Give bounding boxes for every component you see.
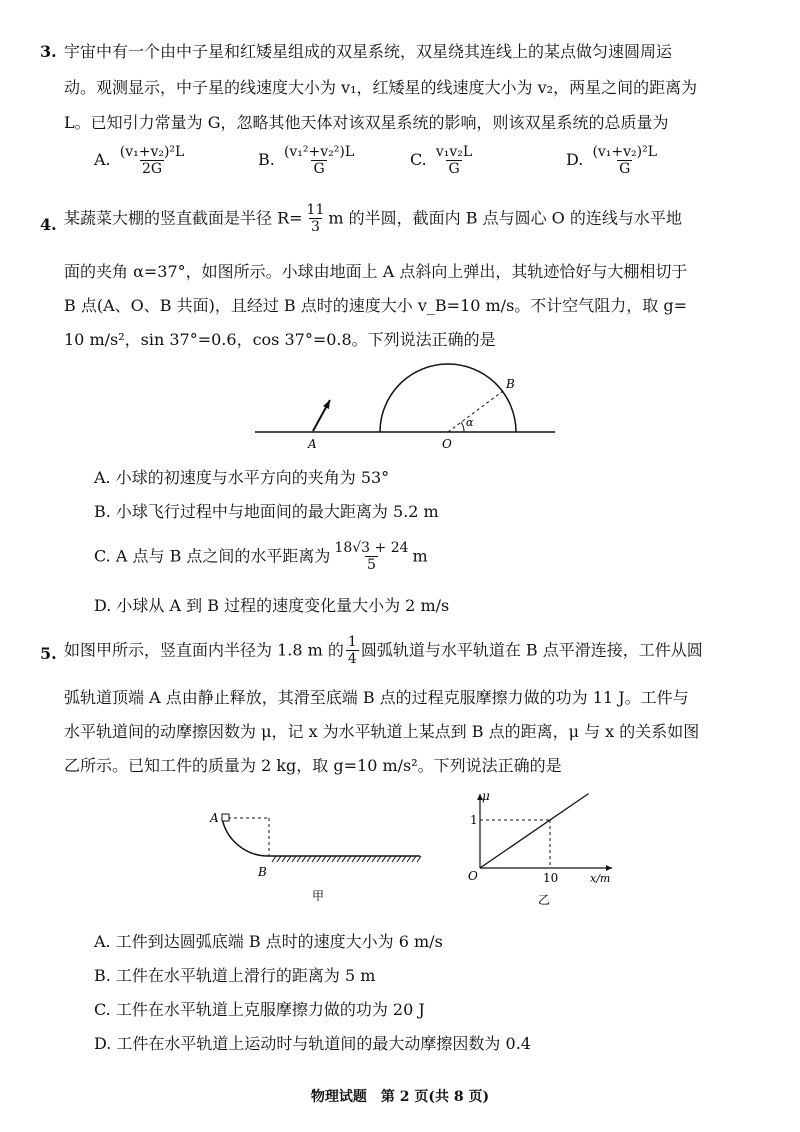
q3-option-d [566,144,661,177]
hatch-mark [337,856,341,862]
q4-radius-den: 3 [311,219,320,235]
hatch-mark [297,856,301,862]
hatch-mark [312,856,316,862]
q3-number: 3. [40,42,57,61]
q5-number: 5. [40,644,57,663]
hatch-mark [417,856,421,862]
q3-option-a-den: 2G [141,161,163,177]
yi-origin-label: O [468,869,478,883]
arrow-head-icon [323,400,330,409]
q3-option-b-label: B. [258,150,275,169]
q5-line-3: 水平轨道间的动摩擦因数为 μ，记 x 为水平轨道上某点到 B 点的距离，μ 与 x 的关系如图 [64,722,700,741]
q5-line-1-b: 圆弧轨道与水平轨道在 B 点平滑连接，工件从圆 [360,640,703,660]
jia-caption: 甲 [312,889,325,903]
x-axis-arrow-icon [606,865,612,871]
q3-option-b-den: G [313,161,325,177]
label-a: A [308,437,317,450]
q5-option-a: A. 工件到达圆弧底端 B 点时的速度大小为 6 m/s [94,932,443,951]
hatch-mark [322,856,326,862]
hatch-mark [287,856,291,862]
q4-option-a: A. 小球的初速度与水平方向的夹角为 53° [94,468,390,487]
q3-option-d-den: G [619,161,631,177]
q4-radius-num: 11 [306,202,325,218]
hatch-mark [377,856,381,862]
q5-figure-yi [462,788,622,910]
q3-option-a [94,144,188,177]
workpiece-block [222,814,229,821]
hatch-mark [402,856,406,862]
ground-hatching [272,856,421,862]
hatch-mark [327,856,331,862]
hatch-mark [342,856,346,862]
q4-number: 4. [40,215,57,234]
hatch-mark [412,856,416,862]
q3-line-2: 动。观测显示，中子星的线速度大小为 v₁，红矮星的线速度大小为 v₂，两星之间的距离为 [64,78,698,97]
q3-option-c-label: C. [410,150,427,169]
hatch-mark [372,856,376,862]
hatch-mark [382,856,386,862]
q3-line-1: 宇宙中有一个由中子星和红矮星组成的双星系统，双星绕其连线上的某点做匀速圆周运 [64,42,673,61]
q5-option-c: C. 工件在水平轨道上克服摩擦力做的功为 20 J [94,1000,425,1019]
q4-option-c-b: m [412,546,428,566]
hatch-mark [397,856,401,862]
q4-line-2: 面的夹角 α=37°，如图所示。小球由地面上 A 点斜向上弹出，其轨迹恰好与大棚相切于 [64,262,688,281]
q3-line-3: L。已知引力常量为 G，忽略其他天体对该双星系统的影响，则该双星系统的总质量为 [64,113,669,132]
q3-option-b [258,144,358,177]
q4-option-c-a: C. A 点与 B 点之间的水平距离为 [94,546,331,566]
hatch-mark [387,856,391,862]
jia-label-b: B [258,865,267,879]
q3-option-c-num: v₁v₂L [435,144,473,160]
q4-option-b: B. 小球飞行过程中与地面间的最大距离为 5.2 m [94,502,439,521]
greenhouse-arc [380,364,516,432]
hatch-mark [302,856,306,862]
hatch-mark [282,856,286,862]
q5-line-1 [64,634,703,667]
yi-x-tick-label: 10 [543,871,559,885]
hatch-mark [332,856,336,862]
q4-option-c-num: 18√3 + 24 [334,540,409,556]
q3-option-c-den: G [448,161,460,177]
q5-frac-num: 1 [347,634,357,650]
label-o: O [442,437,452,450]
q5-option-d: D. 工件在水平轨道上运动时与轨道间的最大动摩擦因数为 0.4 [94,1034,531,1053]
hatch-mark [352,856,356,862]
q4-option-c [94,540,428,573]
q5-frac-den: 4 [347,651,357,667]
q3-option-d-label: D. [566,150,584,169]
radius-ob-line [448,391,503,432]
q5-option-b: B. 工件在水平轨道上滑行的距离为 5 m [94,966,376,985]
q5-line-4: 乙所示。已知工件的质量为 2 kg，取 g=10 m/s²。下列说法正确的是 [64,756,562,775]
q4-figure [250,360,560,450]
q4-option-c-den: 5 [367,557,376,573]
q5-line-1-a: 如图甲所示，竖直面内半径为 1.8 m 的 [64,640,344,660]
hatch-mark [307,856,311,862]
q4-line-4: 10 m/s²，sin 37°=0.6，cos 37°=0.8。下列说法正确的是 [64,330,496,349]
q3-option-a-num: (v₁+v₂)²L [119,144,185,160]
q3-option-b-num: (v₁²+v₂²)L [283,144,355,160]
label-alpha: α [466,416,474,429]
yi-y-tick-label: 1 [470,813,478,827]
q3-option-d-num: (v₁+v₂)²L [592,144,658,160]
q5-line-2: 弧轨道顶端 A 点由静止释放，其滑至底端 B 点的过程克服摩擦力做的功为 11 J。工件与 [64,688,689,707]
hatch-mark [357,856,361,862]
hatch-mark [347,856,351,862]
q4-line-3: B 点(A、O、B 共面)，且经过 B 点时的速度大小 v_B=10 m/s。不计空气阻力，取 g= [64,296,688,315]
hatch-mark [277,856,281,862]
jia-label-a: A [210,811,219,825]
hatch-mark [272,856,276,862]
yi-x-axis-label: x/m [590,872,611,885]
q5-figure-jia [200,800,430,910]
quarter-arc-track [222,818,269,856]
q4-line-1 [64,202,682,235]
q3-option-c [410,144,476,177]
q4-line-1-b: m 的半圆，截面内 B 点与圆心 O 的连线与水平地 [328,208,682,228]
q4-line-1-a: 某蔬菜大棚的竖直截面是半径 R= [64,208,303,228]
hatch-mark [407,856,411,862]
mu-x-series-line [480,794,589,868]
hatch-mark [362,856,366,862]
hatch-mark [292,856,296,862]
yi-caption: 乙 [538,893,551,907]
hatch-mark [367,856,371,862]
alpha-arc [461,422,464,432]
page-footer: 物理试题 第 2 页(共 8 页) [310,1089,490,1105]
hatch-mark [392,856,396,862]
yi-y-axis-label: μ [482,789,490,803]
q3-option-a-label: A. [94,150,111,169]
q4-option-d: D. 小球从 A 到 B 过程的速度变化量大小为 2 m/s [94,596,450,615]
hatch-mark [317,856,321,862]
label-b: B [506,377,515,391]
